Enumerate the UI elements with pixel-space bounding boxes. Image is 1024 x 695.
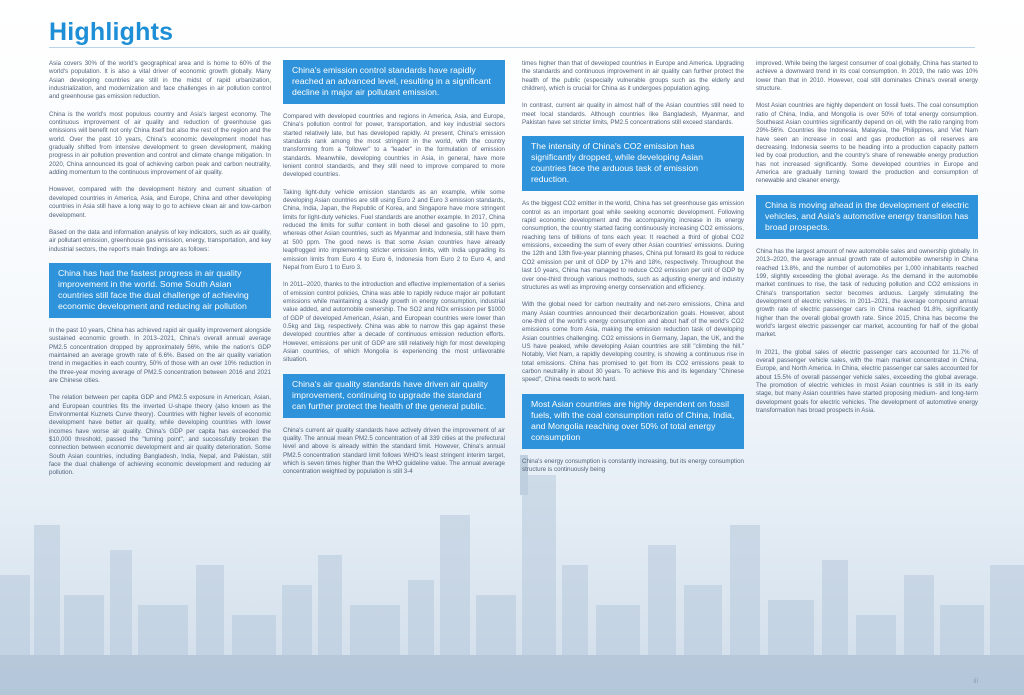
title-divider: [49, 47, 975, 48]
highlight-box: Most Asian countries are highly dependent on fossil fuels, with the coal consumption ratio of China, India, and Mongolia reaching over 50% of total energy consumption: [522, 394, 744, 449]
paragraph: Compared with developed countries and regions in America, Asia, and Europe, China's pollution control for power, transportation, and key industrial sectors started relatively late, but has developed rapidly. At present, China's emission standards rank among the most stringent in the world, with the country transforming from a "follower" to a "leader" in the formulation of emission standards. Meanwhile, developing countries in Asia, in general, have more lenient control standards, and they still need to improve compared to more developed countries.: [283, 113, 505, 179]
paragraph: Asia covers 30% of the world's geographical area and is home to 60% of the world's population. It is also a vital driver of economic growth globally. Many Asian developing countries are still in the midst of rapid urbanization, industrialization, and modernization and face challenges in air pollution control and greenhouse gas emission reduction.: [49, 60, 271, 101]
paragraph: As the biggest CO2 emitter in the world, China has set greenhouse gas emission control as an important goal while seeking economic development. Following rapid economic development and the accompanying increase in its energy consumption, the country started facing continuously increasing CO2 emissions, reaching tens of billions of tons each year. It reached a third of global CO2 emissions, exceeding the sum of every other Asian countries' emissions. During the 12th and 13th five-year planning phases, China put forward its goal to reduce CO2 emission per unit of GDP by 17% and 18%, respectively. Throughout the last 10 years, China has managed to reduce CO2 emission per unit of GDP by over one-third through various methods, such as adjusting energy and industry structures as well as improving energy conservation and efficiency.: [522, 200, 744, 291]
page-title: Highlights: [49, 18, 174, 46]
column-2: [283, 60, 505, 486]
column-1: [49, 60, 271, 487]
paragraph: In the past 10 years, China has achieved rapid air quality improvement alongside sustained economic growth. In 2013–2021, China's overall annual average PM2.5 concentration dropped by approximately 56%, while the nation's GDP maintained an average growth rate of 6.6%. Based on the air quality variation trend in megacities in each country, 50% of those with an over 10% reduction in the three-year moving average of PM2.5 concentration between 2016 and 2021 are Chinese cities.: [49, 326, 271, 384]
paragraph: The relation between per capita GDP and PM2.5 exposure in American, Asian, and European countries fits the inverted U-shape theory (also known as the Environmental Kuznets Curve theory). Countries with higher levels of economic development have better air quality, while developing countries with lower incomes have worse air quality. China's GDP per capita has exceeded the $10,000 threshold, passed the "turning point", and successfully broken the connection between economic development and air quality deterioration. Some South Asian countries, including Bangladesh, India, Nepal, and Pakistan, still face the dual challenge of achieving economic development and reducing air pollution.: [49, 394, 271, 477]
highlight-box: China's air quality standards have driven air quality improvement, continuing to upgrade the standard can further protect the health of the general public.: [283, 374, 505, 418]
paragraph: China's current air quality standards have actively driven the improvement of air quality. The annual mean PM2.5 concentration of all 339 cities at the prefectural level and above is already within the standard limit. However, China's annual PM2.5 concentration standard limit follows WHO's least stringent interim target, which is seven times higher than the WHO guideline value. The annual average concentration weighted by population is still 3-4: [283, 426, 505, 476]
column-3: [522, 60, 744, 483]
highlight-box: China is moving ahead in the development of electric vehicles, and Asia's automotive energy transition has broad prospects.: [756, 195, 978, 239]
paragraph: In contrast, current air quality in almost half of the Asian countries still need to meet local standards. Although countries like Bangladesh, Myanmar, and Pakistan have set stricter limits, PM2.5 concentrations still exceed standards.: [522, 102, 744, 127]
paragraph: China has the largest amount of new automobile sales and ownership globally. In 2013–2020, the average annual growth rate of automobile ownership in China reached 13.8%, and the number of automobiles per 1,000 inhabitants reached 199, slightly exceeding the global average. As the demand in the automobile market continues to rise, the task of reducing pollution and CO2 emissions in China's transportation sector becomes arduous. Largely stimulating the development of electric vehicles. In 2011–2021, the average compound annual growth rate of electric passenger cars in China reached 91.8%, significantly higher than the overall global growth rate. Since 2015, China has become the world's largest electric passenger car market, accounting for half of the global market.: [756, 247, 978, 339]
column-4: [756, 60, 978, 424]
paragraph: With the global need for carbon neutrality and net-zero emissions, China and many Asian countries announced their decarbonization goals. However, about one-third of the world's energy consumption and about half of the world's CO2 emissions come from Asia, making the emission reduction task of developing Asian countries challenging. CO2 emissions in Germany, Japan, the UK, and the US have peaked, while developing Asian countries are still "climbing the hill." Notably, Viet Nam, a rapidly developing country, is showing a continuous rise in total emissions. China has promised to get from its CO2 emissions peak to carbon neutrality in about 30 years. To achieve this and its legendary "Chinese speed", China needs to work hard.: [522, 301, 744, 384]
highlight-box: The intensity of China's CO2 emission has significantly dropped, while developing Asian countries face the arduous task of emission reduction.: [522, 136, 744, 191]
paragraph: In 2021, the global sales of electric passenger cars accounted for 11.7% of overall passenger vehicle sales, with the main market concentrated in China, Europe, and North America. In China, electric passenger car sales accounted for about 15.5% of overall passenger vehicle sales, exceeding the global average. The promotion of electric vehicles in most Asian countries is still in its early stage, but many Asian countries have started proposing medium- and long-term development goals for electric vehicles. The development of automotive energy transformation has broad prospects in Asia.: [756, 348, 978, 414]
paragraph: improved. While being the largest consumer of coal globally, China has started to achieve a downward trend in its coal consumption. In 2019, the ratio was 10% lower than that in 2010. However, coal still dominates China's overall energy structure.: [756, 60, 978, 93]
highlight-box: China's emission control standards have rapidly reached an advanced level, resulting in a significant decline in major air pollutant emission.: [283, 60, 505, 104]
paragraph: Most Asian countries are highly dependent on fossil fuels. The coal consumption ratio of China, India, and Mongolia is over 50% of total energy consumption. Southeast Asian countries significantly depend on oil, with the ratio ranging from 29%-56%. Countries like Indonesia, Malaysia, the Philippines, and Viet Nam have seen an increase in coal and gas production as oil reserves are decreasing. Indonesia seems to be heading into a production capacity pattern led by coal production, and the country's share of renewable energy production has not increased significantly. Some developed countries in Europe and America are gradually turning toward the production and consumption of renewable and cleaner energy.: [756, 102, 978, 185]
paragraph: Taking light-duty vehicle emission standards as an example, while some developing Asian countries are still using Euro 2 and Euro 3 emission standards, China, India, Japan, the Republic of Korea, and Singapore have more stringent limits for light-duty vehicles. Fuel standards are another example. In 2017, China reduced the limits for sulfur content in both diesel and gasoline to 10 ppm, whereas other Asian countries, such as Myanmar and Indonesia, still have them at 500 ppm. The good news is that some Asian countries have already leapfrogged into implementing stricter emission limits, with India upgrading its emission limits from Euro 4 to Euro 6, Indonesia from Euro 2 to Euro 4, and Nepal from Euro 1 to Euro 3.: [283, 188, 505, 271]
paragraph: times higher than that of developed countries in Europe and America. Upgrading the standards and continuous improvement in air quality can further protect the health of the public (especially vulnerable groups such as the elderly and children), which is crucial for China as it undergoes population aging.: [522, 60, 744, 93]
paragraph: China's energy consumption is constantly increasing, but its energy consumption structure is continuously being: [522, 457, 744, 473]
paragraph: However, compared with the development history and current situation of developed countries in America, Asia, and Europe, China and other developing countries in Asia still have a long way to go to achieve clean air and low-carbon development.: [49, 186, 271, 219]
paragraph: Based on the data and information analysis of key indicators, such as air quality, air pollutant emission, greenhouse gas emission, energy, transportation, and key industrial sectors, the report's main findings are as follows:: [49, 228, 271, 253]
page-number: iii: [973, 678, 978, 685]
paragraph: China is the world's most populous country and Asia's largest economy. The continuous improvement of air quality and reduction of greenhouse gas emissions will benefit not only China itself but also the rest of the region and the world. Over the past 10 years, China's economic development model has gradually shifted from intensive development to green development, making progress in air pollution prevention and control and climate change mitigation. In 2020, China announced its goal of achieving carbon peak and carbon neutrality, adding momentum to the continuous improvement of air quality.: [49, 110, 271, 177]
city-skyline-illustration: [0, 455, 1024, 695]
paragraph: In 2011–2020, thanks to the introduction and effective implementation of a series of emission control policies, China was able to rapidly reduce major air pollutant emissions while maintaining a steady growth in energy consumption, industrial value added, and automobile ownership. The SO2 and NOx emission per $1000 of GDP of developed American, Asian, and European countries were lower than 0.5kg and 1kg, respectively. China was able to narrow this gap against these developed countries after a decade of continuous emission reduction efforts. However, emissions per unit of GDP are still relatively high for most developing Asian countries, of which Mongolia is experiencing the most unfavorable situation.: [283, 281, 505, 364]
highlight-box: China has had the fastest progress in air quality improvement in the world. Some South Asian countries still face the dual challenge of achieving economic development and reducing air pollution: [49, 263, 271, 318]
